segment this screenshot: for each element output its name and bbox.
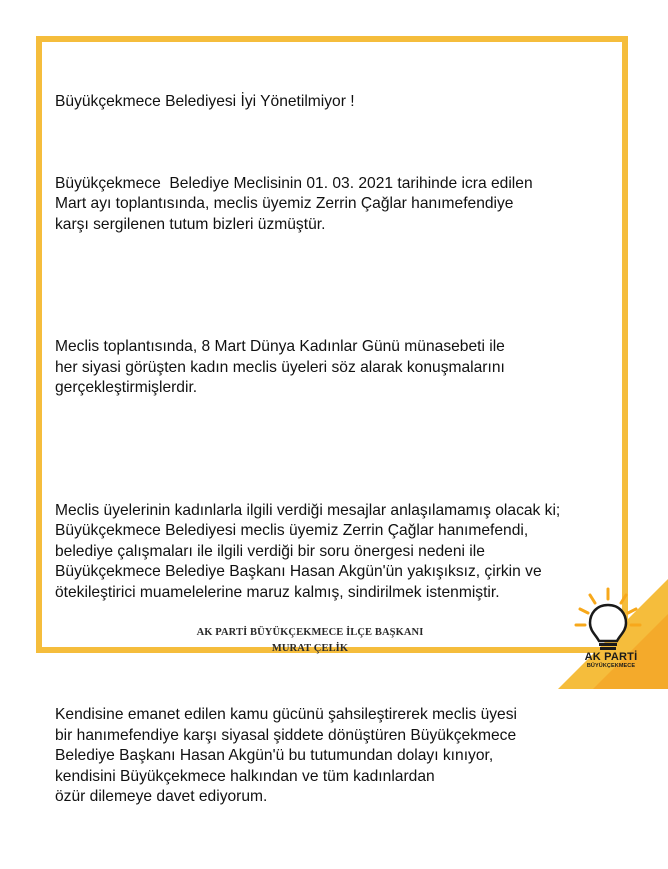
text-line: Belediye Başkanı Hasan Akgün'ü bu tutumundan dolayı kınıyor, [55, 747, 494, 764]
party-logo-text [576, 651, 646, 670]
logo-party-name: AK PARTİ [584, 651, 638, 663]
signature-name: MURAT ÇELİK [271, 643, 349, 654]
signature-block [150, 625, 470, 657]
text-line: kendisini Büyükçekmece halkından ve tüm kadınlardan [55, 767, 435, 785]
paragraph-4 [55, 664, 595, 849]
text-line: ötekileştirici muamelelerine maruz kalmış, sindirilmek istenmiştir. [55, 583, 500, 601]
statement-body [55, 92, 595, 869]
logo-district-name: BÜYÜKÇEKMECE [586, 663, 636, 669]
text-line: her siyasi görüşten kadın meclis üyeleri söz alarak konuşmalarını [55, 358, 505, 376]
text-line: Mart ayı toplantısında, meclis üyemiz Zerrin Çağlar hanımefendiye [55, 195, 514, 212]
text-line: belediye çalışmaları ile ilgili verdiği bir soru önergesi nedeni ile [55, 542, 485, 560]
statement-title: Büyükçekmece Belediyesi İyi Yönetilmiyor ! [55, 93, 355, 110]
text-line: Kendisine emanet edilen kamu gücünü şahsileştirerek meclis üyesi [55, 706, 517, 723]
paragraph-1 [55, 133, 595, 277]
paragraph-2 [55, 296, 595, 440]
text-line: Meclis üyelerinin kadınlarla ilgili verdiği mesajlar anlaşılamamış olacak ki; [55, 501, 561, 519]
lightbulb-icon [572, 585, 644, 685]
paragraph-3 [55, 460, 595, 645]
text-line: Büyükçekmece Belediye Başkanı Hasan Akgün'ün yakışıksız, çirkin ve [55, 563, 542, 580]
text-line: karşı sergilenen tutum bizleri üzmüştür. [55, 215, 326, 233]
text-line: özür dilemeye davet ediyorum. [55, 788, 268, 805]
text-line: Büyükçekmece Belediyesi meclis üyemiz Zerrin Çağlar hanımefendi, [55, 522, 529, 539]
text-line: bir hanımefendiye karşı siyasal şiddete dönüştüren Büyükçekmece [55, 726, 517, 744]
text-line: gerçekleştirmişlerdir. [55, 379, 198, 396]
text-line: Meclis toplantısında, 8 Mart Dünya Kadınlar Günü münasebeti ile [55, 338, 505, 355]
text-line: Büyükçekmece Belediye Meclisinin 01. 03. 2021 tarihinde icra edilen [55, 174, 533, 192]
signature-title: AK PARTİ BÜYÜKÇEKMECE İLÇE BAŞKANI [196, 627, 424, 638]
